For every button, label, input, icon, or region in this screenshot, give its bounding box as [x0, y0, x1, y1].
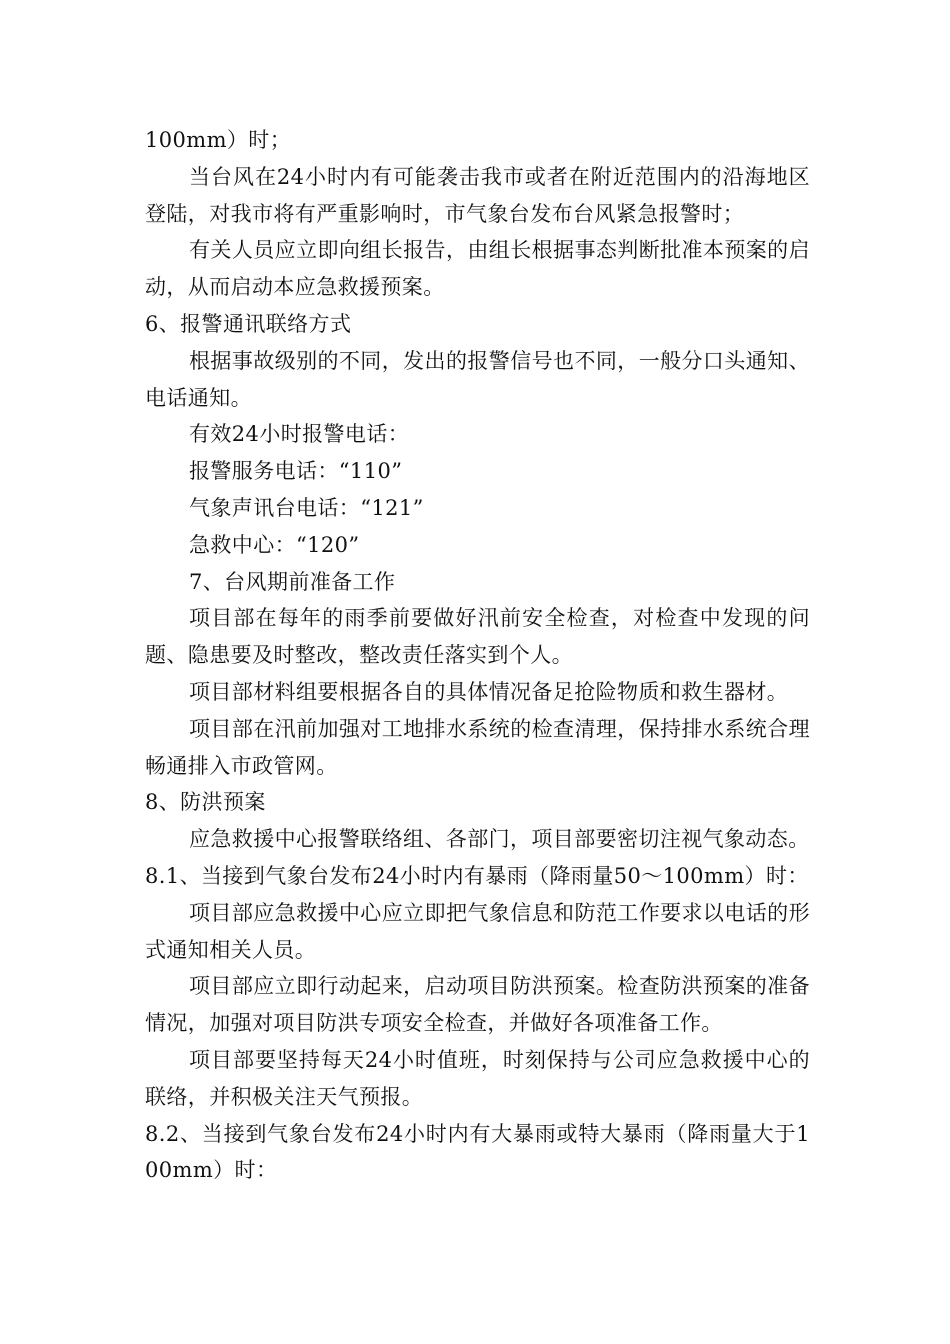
paragraph-materials: 项目部材料组要根据各自的具体情况备足抢险物质和救生器材。: [189, 679, 789, 704]
paragraph-report-to-leader: 有关人员应立即向组长报告，由组长根据事态判断批准本预案的启动，从而启动本应急救援预案。: [145, 238, 810, 300]
paragraph-typhoon-warning: 当台风在24小时内有可能袭击我市或者在附近范围内的沿海地区登陆，对我市将有严重影响时，市气象台发布台风紧急报警时；: [145, 164, 810, 226]
paragraph-duty-roster: 项目部要坚持每天24小时值班，时刻保持与公司应急救援中心的联络，并积极关注天气预报。: [145, 1047, 810, 1109]
paragraph-hotline-intro: 有效24小时报警电话：: [189, 422, 410, 447]
paragraph-activate-plan: 项目部应立即行动起来，启动项目防洪预案。检查防洪预案的准备情况，加强对项目防洪专项安全检查，并做好各项准备工作。: [145, 974, 810, 1036]
paragraph-drainage: 项目部在汛前加强对工地排水系统的检查清理，保持排水系统合理畅通排入市政管网。: [145, 716, 810, 778]
phone-weather: 气象声讯台电话：“121”: [189, 495, 424, 520]
section-heading-6: 6、报警通讯联络方式: [145, 311, 352, 336]
phone-emergency: 急救中心：“120”: [189, 532, 360, 557]
document-body: [145, 122, 810, 1189]
phone-police: 报警服务电话：“110”: [189, 459, 403, 484]
paragraph-notify-staff: 项目部应急救援中心应立即把气象信息和防范工作要求以电话的形式通知相关人员。: [145, 900, 810, 962]
paragraph-alarm-signals: 根据事故级别的不同，发出的报警信号也不同，一般分口头通知、电话通知。: [145, 348, 810, 410]
section-heading-8: 8、防洪预案: [145, 790, 266, 815]
section-heading-7: 7、台风期前准备工作: [189, 569, 396, 594]
paragraph-safety-check: 项目部在每年的雨季前要做好汛前安全检查，对检查中发现的问题、隐患要及时整改，整改责任落实到个人。: [145, 606, 810, 668]
paragraph-continuation: 100mm）时；: [145, 128, 292, 152]
paragraph-weather-watch: 应急救援中心报警联络组、各部门，项目部要密切注视气象动态。: [189, 827, 810, 852]
section-heading-8-2: 8.2、当接到气象台发布24小时内有大暴雨或特大暴雨（降雨量大于100mm）时：: [145, 1121, 810, 1183]
section-heading-8-1: 8.1、当接到气象台发布24小时内有暴雨（降雨量50～100mm）时：: [145, 863, 809, 888]
